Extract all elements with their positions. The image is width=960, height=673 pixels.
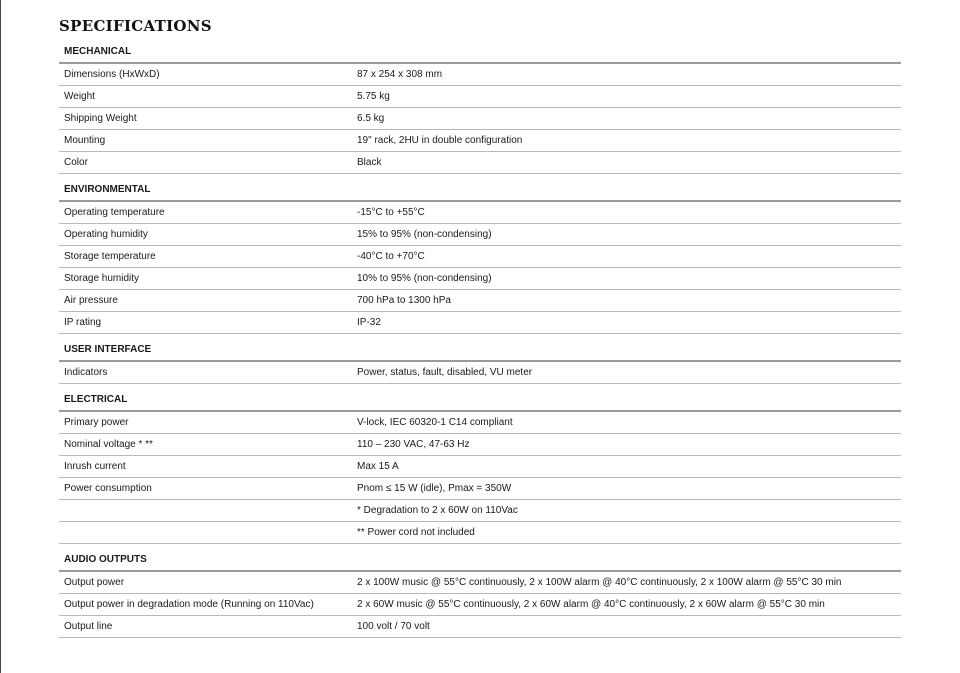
spec-value: 100 volt / 70 volt xyxy=(357,621,430,632)
spec-label xyxy=(59,500,357,521)
spec-sheet xyxy=(59,14,901,638)
spec-row xyxy=(59,246,901,268)
spec-value: IP-32 xyxy=(357,317,381,328)
spec-value: 700 hPa to 1300 hPa xyxy=(357,295,451,306)
spec-value: Max 15 A xyxy=(357,461,399,472)
spec-label: Operating temperature xyxy=(64,207,165,218)
spec-label: Shipping Weight xyxy=(64,113,137,124)
spec-value: 10% to 95% (non-condensing) xyxy=(357,273,492,284)
page-title: SPECIFICATIONS xyxy=(59,17,212,35)
spec-label: Storage temperature xyxy=(64,251,156,262)
spec-row xyxy=(59,202,901,224)
spec-value: 2 x 60W music @ 55°C continuously, 2 x 60W alarm @ 40°C continuously, 2 x 60W alarm @ 55°C 30 min xyxy=(357,599,825,610)
spec-section-audio-outputs xyxy=(59,550,901,638)
spec-row xyxy=(59,478,901,500)
spec-row xyxy=(59,500,901,522)
spec-value: Power, status, fault, disabled, VU meter xyxy=(357,367,533,378)
spec-label: Storage humidity xyxy=(64,273,140,284)
spec-label: Output power in degradation mode (Running on 110Vac) xyxy=(64,599,314,610)
spec-value: Pnom ≤ 15 W (idle), Pmax = 350W xyxy=(357,483,512,494)
spec-value: 87 x 254 x 308 mm xyxy=(357,69,443,80)
spec-row xyxy=(59,152,901,174)
spec-label: Mounting xyxy=(64,135,106,146)
spec-row xyxy=(59,616,901,638)
spec-label xyxy=(59,522,357,543)
spec-label: IP rating xyxy=(64,317,102,328)
page-edge-line xyxy=(0,0,1,673)
spec-label: Output line xyxy=(64,621,113,632)
spec-row xyxy=(59,434,901,456)
spec-label: Inrush current xyxy=(64,461,126,472)
spec-row xyxy=(59,412,901,434)
section-heading: ENVIRONMENTAL xyxy=(59,180,901,202)
spec-section-mechanical xyxy=(59,42,901,174)
spec-section-electrical xyxy=(59,390,901,544)
spec-row xyxy=(59,64,901,86)
spec-row xyxy=(59,522,901,544)
spec-row xyxy=(59,224,901,246)
spec-row xyxy=(59,456,901,478)
spec-label: Indicators xyxy=(64,367,108,378)
spec-row xyxy=(59,108,901,130)
spec-row xyxy=(59,362,901,384)
spec-label: Power consumption xyxy=(64,483,152,494)
spec-value: V-lock, IEC 60320-1 C14 compliant xyxy=(357,417,513,428)
section-heading: ELECTRICAL xyxy=(59,390,901,412)
spec-label: Air pressure xyxy=(64,295,118,306)
spec-value: 5.75 kg xyxy=(357,91,390,102)
spec-label: Dimensions (HxWxD) xyxy=(64,69,160,80)
section-heading: MECHANICAL xyxy=(59,42,901,64)
spec-value: Black xyxy=(357,157,382,168)
spec-value: 15% to 95% (non-condensing) xyxy=(357,229,492,240)
spec-row xyxy=(59,86,901,108)
spec-row xyxy=(59,594,901,616)
spec-value: ** Power cord not included xyxy=(357,527,475,538)
spec-section-user-interface xyxy=(59,340,901,384)
section-heading: AUDIO OUTPUTS xyxy=(59,550,901,572)
spec-value: * Degradation to 2 x 60W on 110Vac xyxy=(357,505,518,516)
spec-value: 2 x 100W music @ 55°C continuously, 2 x 100W alarm @ 40°C continuously, 2 x 100W alarm @ 55°C 30 min xyxy=(357,577,842,588)
spec-value: 110 – 230 VAC, 47-63 Hz xyxy=(357,439,470,450)
spec-sections xyxy=(59,42,901,638)
spec-value: 6.5 kg xyxy=(357,113,385,124)
spec-row xyxy=(59,290,901,312)
spec-section-environmental xyxy=(59,180,901,334)
spec-row xyxy=(59,312,901,334)
spec-label: Color xyxy=(64,157,88,168)
spec-value: -15°C to +55°C xyxy=(357,207,425,218)
spec-label: Operating humidity xyxy=(64,229,148,240)
spec-row xyxy=(59,572,901,594)
spec-row xyxy=(59,268,901,290)
spec-label: Output power xyxy=(64,577,125,588)
spec-label: Weight xyxy=(64,91,95,102)
spec-value: 19" rack, 2HU in double configuration xyxy=(357,135,523,146)
spec-label: Nominal voltage * ** xyxy=(64,439,153,450)
spec-value: -40°C to +70°C xyxy=(357,251,425,262)
section-heading: USER INTERFACE xyxy=(59,340,901,362)
spec-label: Primary power xyxy=(64,417,129,428)
spec-row xyxy=(59,130,901,152)
